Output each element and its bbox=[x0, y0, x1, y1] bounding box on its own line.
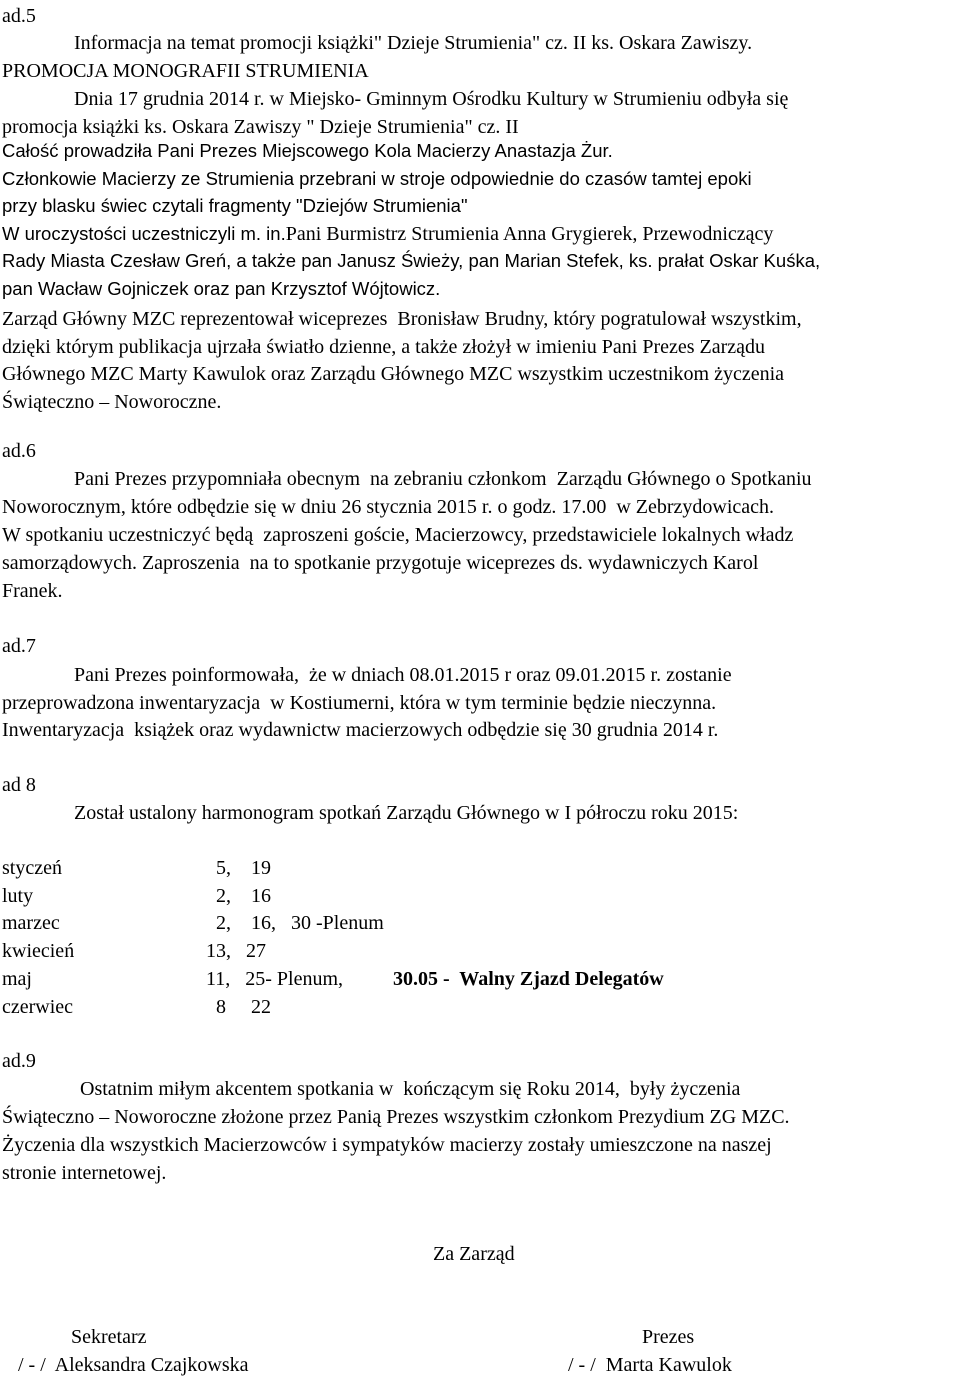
schedule-days: 13, 27 bbox=[206, 940, 266, 962]
schedule-days: 8 22 bbox=[216, 996, 271, 1018]
section-heading-ad6: ad.6 bbox=[2, 440, 36, 462]
ad9-line-1: Ostatnim miłym akcentem spotkania w kończącym się Roku 2014, były życzenia bbox=[80, 1078, 741, 1100]
schedule-days: 11, 25- Plenum, bbox=[206, 968, 344, 990]
ad5-mixed-serif: Pani Burmistrz Strumienia Anna Grygierek, Przewodniczący bbox=[285, 223, 774, 245]
schedule-month: styczeń bbox=[2, 857, 62, 879]
ad9-line-4: stronie internetowej. bbox=[2, 1162, 167, 1184]
schedule-days: 2, 16, 30 -Plenum bbox=[216, 912, 384, 934]
ad5-line-2: PROMOCJA MONOGRAFII STRUMIENIA bbox=[2, 60, 369, 82]
section-heading-ad8: ad 8 bbox=[2, 774, 36, 796]
ad6-line-4: samorządowych. Zaproszenia na to spotkanie przygotuje wiceprezes ds. wydawniczych Karol bbox=[2, 552, 759, 574]
ad5-para-line-1: Zarząd Główny MZC reprezentował wiceprezes Bronisław Brudny, który pogratulował wszystkim, bbox=[2, 308, 802, 330]
ad7-line-3: Inwentaryzacja książek oraz wydawnictw macierzowych odbędzie się 30 grudnia 2014 r. bbox=[2, 719, 719, 741]
ad6-line-5: Franek. bbox=[2, 580, 63, 602]
secretary-name: / - / Aleksandra Czajkowska bbox=[18, 1354, 249, 1376]
ad6-line-2: Noworocznym, które odbędzie się w dniu 26 stycznia 2015 r. o godz. 17.00 w Zebrzydowicach. bbox=[2, 496, 775, 518]
for-board-label: Za Zarząd bbox=[433, 1243, 515, 1265]
schedule-month: kwiecień bbox=[2, 940, 75, 962]
schedule-highlight: 30.05 - Walny Zjazd Delegatów bbox=[393, 968, 664, 990]
ad7-line-2: przeprowadzona inwentaryzacja w Kostiumerni, która w tym terminie będzie nieczynna. bbox=[2, 692, 717, 714]
schedule-days: 5, 19 bbox=[216, 857, 271, 879]
ad5-sans-line-2: Członkowie Macierzy ze Strumienia przebrani w stroje odpowiednie do czasów tamtej epoki bbox=[2, 168, 752, 189]
schedule-month: maj bbox=[2, 968, 32, 990]
ad5-sans-line-5: Rady Miasta Czesław Greń, a także pan Janusz Świeży, pan Marian Stefek, ks. prałat Oskar Kuśka, bbox=[2, 250, 821, 271]
ad7-line-1: Pani Prezes poinformowała, że w dniach 08.01.2015 r oraz 09.01.2015 r. zostanie bbox=[74, 664, 732, 686]
ad5-para-line-3: Głównego MZC Marty Kawulok oraz Zarządu Głównego MZC wszystkim uczestnikom życzenia bbox=[2, 363, 785, 385]
ad9-line-2: Świąteczno – Noworoczne złożone przez Panią Prezes wszystkim członkom Prezydium ZG MZC. bbox=[2, 1106, 790, 1128]
ad9-line-3: Życzenia dla wszystkich Macierzowców i sympatyków macierzy zostały umieszczone na naszej bbox=[2, 1134, 772, 1156]
section-heading-ad5: ad.5 bbox=[2, 5, 36, 27]
president-role: Prezes bbox=[642, 1326, 695, 1348]
schedule-month: luty bbox=[2, 885, 34, 907]
schedule-month: marzec bbox=[2, 912, 60, 934]
schedule-month: czerwiec bbox=[2, 996, 74, 1018]
ad5-para-line-2: dzięki którym publikacja ujrzała światło dzienne, a także złożył w imieniu Pani Prezes Zarządu bbox=[2, 336, 766, 358]
section-heading-ad9: ad.9 bbox=[2, 1050, 36, 1072]
ad5-line-4: promocja książki ks. Oskara Zawiszy " Dzieje Strumienia" cz. II bbox=[2, 116, 519, 138]
president-name: / - / Marta Kawulok bbox=[568, 1354, 732, 1376]
ad5-sans-line-1: Całość prowadziła Pani Prezes Miejscowego Kola Macierzy Anastazja Żur. bbox=[2, 140, 613, 161]
ad5-sans-line-6: pan Wacław Gojniczek oraz pan Krzysztof Wójtowicz. bbox=[2, 278, 441, 299]
ad5-sans-line-3: przy blasku świec czytali fragmenty "Dziejów Strumienia" bbox=[2, 195, 468, 216]
schedule-days: 2, 16 bbox=[216, 885, 271, 907]
ad5-line-1: Informacja na temat promocji książki" Dzieje Strumienia" cz. II ks. Oskara Zawiszy. bbox=[74, 32, 753, 54]
ad5-para-line-4: Świąteczno – Noworoczne. bbox=[2, 391, 222, 413]
section-heading-ad7: ad.7 bbox=[2, 635, 36, 657]
ad6-line-1: Pani Prezes przypomniała obecnym na zebraniu członkom Zarządu Głównego o Spotkaniu bbox=[74, 468, 812, 490]
ad8-intro: Został ustalony harmonogram spotkań Zarządu Głównego w I półroczu roku 2015: bbox=[74, 802, 739, 824]
ad5-mixed-sans: W uroczystości uczestniczyli m. in. bbox=[2, 223, 286, 244]
ad5-mixed-line bbox=[2, 224, 773, 244]
ad6-line-3: W spotkaniu uczestniczyć będą zaproszeni goście, Macierzowcy, przedstawiciele lokalnych władz bbox=[2, 524, 794, 546]
secretary-role: Sekretarz bbox=[71, 1326, 147, 1348]
ad5-line-3: Dnia 17 grudnia 2014 r. w Miejsko- Gminnym Ośrodku Kultury w Strumieniu odbyła się bbox=[74, 88, 789, 110]
